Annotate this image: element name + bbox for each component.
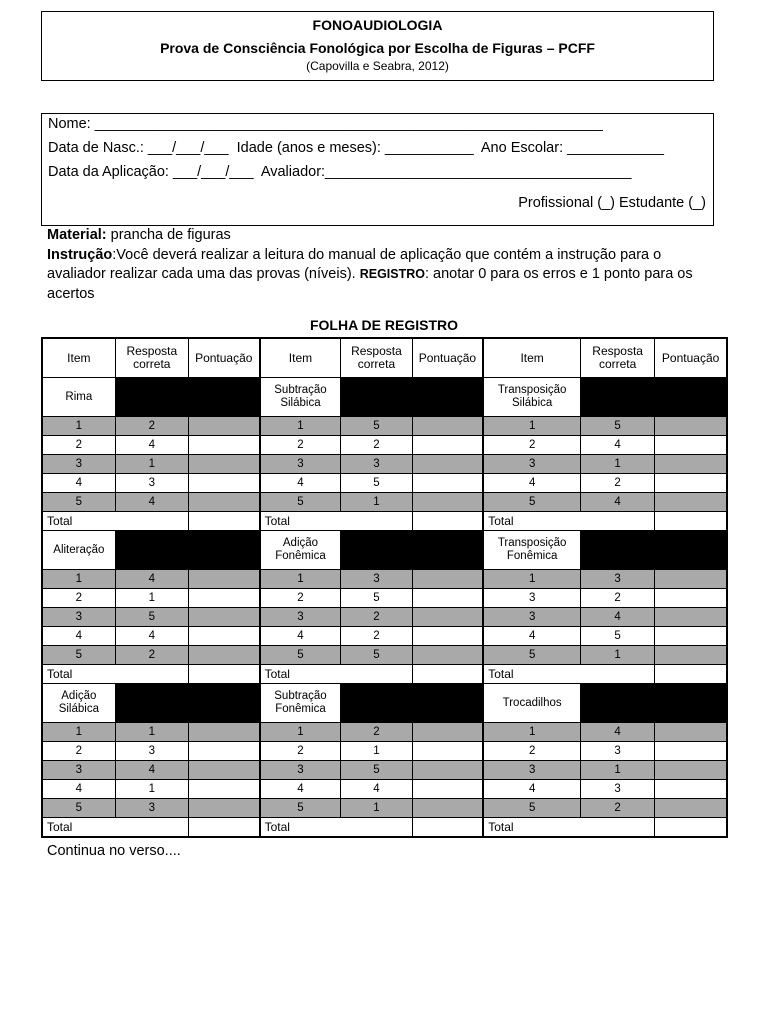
header-citation: (Capovilla e Seabra, 2012) [306, 59, 449, 73]
section-black-cell [341, 531, 483, 570]
total-label: Total [42, 665, 188, 684]
answer-cell: 2 [341, 723, 412, 742]
section-row [42, 684, 727, 723]
item-cell: 5 [260, 646, 341, 665]
score-cell[interactable] [188, 761, 259, 780]
item-cell: 2 [260, 436, 341, 455]
score-cell[interactable] [412, 474, 483, 493]
total-score-cell[interactable] [188, 818, 259, 838]
item-cell: 5 [42, 799, 115, 818]
answer-cell: 4 [115, 570, 188, 589]
score-cell[interactable] [412, 570, 483, 589]
answer-cell: 3 [115, 799, 188, 818]
score-cell[interactable] [412, 799, 483, 818]
score-cell[interactable] [655, 780, 727, 799]
answer-cell: 1 [581, 761, 655, 780]
answer-cell: 1 [341, 799, 412, 818]
score-cell[interactable] [188, 627, 259, 646]
score-cell[interactable] [188, 474, 259, 493]
answer-cell: 1 [115, 780, 188, 799]
item-cell: 3 [42, 608, 115, 627]
item-cell: 2 [42, 436, 115, 455]
answer-cell: 4 [581, 608, 655, 627]
section-black-cell [115, 531, 259, 570]
section-label: Rima [42, 378, 115, 417]
answer-cell: 1 [115, 723, 188, 742]
item-cell: 2 [42, 742, 115, 761]
answer-cell: 1 [341, 742, 412, 761]
header-subtitle: Prova de Consciência Fonológica por Escolha de Figuras – PCFF [160, 40, 595, 56]
answer-cell: 1 [581, 455, 655, 474]
section-label: Aliteração [42, 531, 115, 570]
material-text: prancha de figuras [106, 227, 231, 243]
item-cell: 1 [483, 417, 580, 436]
answer-cell: 3 [115, 742, 188, 761]
score-cell[interactable] [188, 799, 259, 818]
answer-cell: 5 [341, 417, 412, 436]
table-row [42, 474, 727, 493]
total-label: Total [42, 818, 188, 838]
table-row [42, 627, 727, 646]
item-cell: 5 [483, 646, 580, 665]
answer-cell: 4 [581, 723, 655, 742]
item-cell: 1 [483, 570, 580, 589]
score-cell[interactable] [655, 455, 727, 474]
column-header: Pontuação [655, 338, 727, 378]
score-cell[interactable] [655, 417, 727, 436]
item-cell: 4 [260, 780, 341, 799]
item-cell: 1 [260, 570, 341, 589]
item-cell: 1 [42, 417, 115, 436]
score-cell[interactable] [655, 570, 727, 589]
item-cell: 4 [483, 780, 580, 799]
score-cell[interactable] [655, 474, 727, 493]
total-score-cell[interactable] [655, 665, 727, 684]
total-row [42, 818, 727, 838]
score-cell[interactable] [655, 799, 727, 818]
answer-cell: 4 [581, 493, 655, 512]
item-cell: 1 [260, 723, 341, 742]
answer-cell: 5 [341, 474, 412, 493]
item-cell: 2 [483, 436, 580, 455]
score-cell[interactable] [412, 780, 483, 799]
instrucao-label: Instrução [47, 246, 113, 263]
answer-cell: 4 [115, 493, 188, 512]
table-row [42, 799, 727, 818]
form-title: FOLHA DE REGISTRO [309, 317, 459, 333]
total-score-cell[interactable] [412, 512, 483, 531]
score-cell[interactable] [188, 417, 259, 436]
score-cell[interactable] [412, 646, 483, 665]
table-row [42, 589, 727, 608]
answer-cell: 3 [341, 455, 412, 474]
item-cell: 4 [483, 627, 580, 646]
total-label: Total [260, 665, 412, 684]
score-cell[interactable] [188, 570, 259, 589]
table-row [42, 646, 727, 665]
aplicacao-field[interactable]: Data da Aplicação: ___/___/___ Avaliador:______________________________________ [48, 164, 632, 180]
total-score-cell[interactable] [188, 665, 259, 684]
total-score-cell[interactable] [655, 818, 727, 838]
answer-cell: 5 [341, 589, 412, 608]
score-cell[interactable] [412, 436, 483, 455]
item-cell: 2 [42, 589, 115, 608]
section-label: Trocadilhos [483, 684, 580, 723]
column-header: Resposta correta [115, 338, 188, 378]
score-cell[interactable] [412, 493, 483, 512]
section-row [42, 531, 727, 570]
answer-cell: 5 [341, 761, 412, 780]
answer-cell: 4 [115, 436, 188, 455]
answer-cell: 3 [115, 474, 188, 493]
score-cell[interactable] [655, 608, 727, 627]
answer-cell: 2 [341, 627, 412, 646]
section-black-cell [341, 378, 483, 417]
table-row [42, 761, 727, 780]
item-cell: 3 [483, 608, 580, 627]
section-label: Subtração Fonêmica [260, 684, 341, 723]
patient-info-box [41, 113, 714, 226]
score-cell[interactable] [412, 608, 483, 627]
total-label: Total [260, 512, 412, 531]
instrucao-line [47, 246, 722, 305]
section-label: Adição Fonêmica [260, 531, 341, 570]
answer-cell: 3 [581, 780, 655, 799]
answer-cell: 3 [581, 742, 655, 761]
total-score-cell[interactable] [412, 665, 483, 684]
item-cell: 4 [260, 627, 341, 646]
section-black-cell [581, 531, 727, 570]
column-header: Item [260, 338, 341, 378]
table-row [42, 493, 727, 512]
total-label: Total [42, 512, 188, 531]
column-header: Resposta correta [581, 338, 655, 378]
table-row [42, 417, 727, 436]
answer-cell: 1 [581, 646, 655, 665]
item-cell: 3 [42, 761, 115, 780]
score-cell[interactable] [188, 608, 259, 627]
score-cell[interactable] [655, 493, 727, 512]
score-cell[interactable] [655, 646, 727, 665]
item-cell: 5 [260, 799, 341, 818]
registro-table [41, 337, 728, 838]
total-score-cell[interactable] [412, 818, 483, 838]
answer-cell: 2 [115, 646, 188, 665]
section-label: Transposição Fonêmica [483, 531, 580, 570]
item-cell: 2 [260, 589, 341, 608]
item-cell: 3 [483, 455, 580, 474]
nasc-field[interactable]: Data de Nasc.: ___/___/___ Idade (anos e meses): ___________ Ano Escolar: ____________ [48, 140, 664, 156]
section-row [42, 378, 727, 417]
answer-cell: 5 [115, 608, 188, 627]
score-cell[interactable] [188, 589, 259, 608]
answer-cell: 4 [115, 761, 188, 780]
item-cell: 2 [260, 742, 341, 761]
score-cell[interactable] [188, 742, 259, 761]
item-cell: 1 [42, 570, 115, 589]
total-row [42, 512, 727, 531]
answer-cell: 1 [115, 455, 188, 474]
item-cell: 3 [483, 589, 580, 608]
item-cell: 5 [42, 646, 115, 665]
header-title: FONOAUDIOLOGIA [312, 17, 443, 33]
answer-cell: 4 [581, 436, 655, 455]
score-cell[interactable] [412, 455, 483, 474]
item-cell: 1 [260, 417, 341, 436]
profissional-field[interactable]: Profissional (_) Estudante (_) [518, 195, 706, 211]
item-cell: 2 [483, 742, 580, 761]
material-line [47, 226, 722, 246]
section-black-cell [581, 684, 727, 723]
table-row [42, 780, 727, 799]
item-cell: 5 [42, 493, 115, 512]
section-label: Adição Silábica [42, 684, 115, 723]
table-row [42, 608, 727, 627]
answer-cell: 2 [581, 799, 655, 818]
nome-field[interactable]: Nome: _______________________________________________________________ [48, 116, 603, 132]
score-cell[interactable] [412, 723, 483, 742]
score-cell[interactable] [412, 742, 483, 761]
item-cell: 1 [42, 723, 115, 742]
score-cell[interactable] [188, 780, 259, 799]
table-row [42, 436, 727, 455]
material-label: Material: [47, 227, 107, 243]
section-black-cell [341, 684, 483, 723]
column-header: Resposta correta [341, 338, 412, 378]
item-cell: 3 [42, 455, 115, 474]
item-cell: 4 [483, 474, 580, 493]
answer-cell: 2 [581, 474, 655, 493]
score-cell[interactable] [412, 417, 483, 436]
item-cell: 5 [483, 493, 580, 512]
answer-cell: 4 [341, 780, 412, 799]
total-score-cell[interactable] [655, 512, 727, 531]
item-cell: 5 [483, 799, 580, 818]
section-label: Transposição Silábica [483, 378, 580, 417]
section-black-cell [115, 378, 259, 417]
score-cell[interactable] [188, 493, 259, 512]
registro-label: REGISTRO [359, 267, 425, 281]
total-label: Total [260, 818, 412, 838]
table-header-row [42, 338, 727, 378]
item-cell: 3 [260, 761, 341, 780]
answer-cell: 5 [581, 627, 655, 646]
column-header: Pontuação [412, 338, 483, 378]
total-score-cell[interactable] [188, 512, 259, 531]
table-row [42, 742, 727, 761]
score-cell[interactable] [412, 627, 483, 646]
answer-cell: 1 [341, 493, 412, 512]
score-cell[interactable] [655, 723, 727, 742]
score-cell[interactable] [655, 589, 727, 608]
score-cell[interactable] [412, 589, 483, 608]
answer-cell: 2 [115, 417, 188, 436]
answer-cell: 5 [581, 417, 655, 436]
item-cell: 3 [483, 761, 580, 780]
column-header: Pontuação [188, 338, 259, 378]
total-label: Total [483, 818, 654, 838]
answer-cell: 2 [581, 589, 655, 608]
item-cell: 4 [42, 627, 115, 646]
score-cell[interactable] [188, 436, 259, 455]
column-header: Item [42, 338, 115, 378]
item-cell: 1 [483, 723, 580, 742]
answer-cell: 4 [115, 627, 188, 646]
score-cell[interactable] [188, 455, 259, 474]
score-cell[interactable] [655, 761, 727, 780]
score-cell[interactable] [655, 742, 727, 761]
answer-cell: 3 [581, 570, 655, 589]
table-row [42, 455, 727, 474]
section-black-cell [581, 378, 727, 417]
answer-cell: 2 [341, 608, 412, 627]
total-row [42, 665, 727, 684]
header-box [41, 11, 714, 81]
item-cell: 4 [42, 780, 115, 799]
total-label: Total [483, 665, 654, 684]
column-header: Item [483, 338, 580, 378]
score-cell[interactable] [188, 723, 259, 742]
item-cell: 3 [260, 608, 341, 627]
item-cell: 5 [260, 493, 341, 512]
answer-cell: 1 [115, 589, 188, 608]
instructions [47, 226, 722, 304]
score-cell[interactable] [412, 761, 483, 780]
answer-cell: 5 [341, 646, 412, 665]
answer-cell: 3 [341, 570, 412, 589]
score-cell[interactable] [655, 627, 727, 646]
section-label: Subtração Silábica [260, 378, 341, 417]
item-cell: 4 [260, 474, 341, 493]
instrucao-text: :Você deverá realizar a leitura do manual de aplicação que contém a instrução para o avaliador realizar cada uma das provas (níveis). [47, 246, 662, 282]
continua-note: Continua no verso.... [47, 843, 181, 859]
registro-text: : anotar 0 para os erros e 1 ponto para os acertos [47, 266, 693, 302]
item-cell: 4 [42, 474, 115, 493]
table-row [42, 570, 727, 589]
answer-cell: 2 [341, 436, 412, 455]
section-black-cell [115, 684, 259, 723]
score-cell[interactable] [188, 646, 259, 665]
total-label: Total [483, 512, 654, 531]
table-row [42, 723, 727, 742]
item-cell: 3 [260, 455, 341, 474]
score-cell[interactable] [655, 436, 727, 455]
